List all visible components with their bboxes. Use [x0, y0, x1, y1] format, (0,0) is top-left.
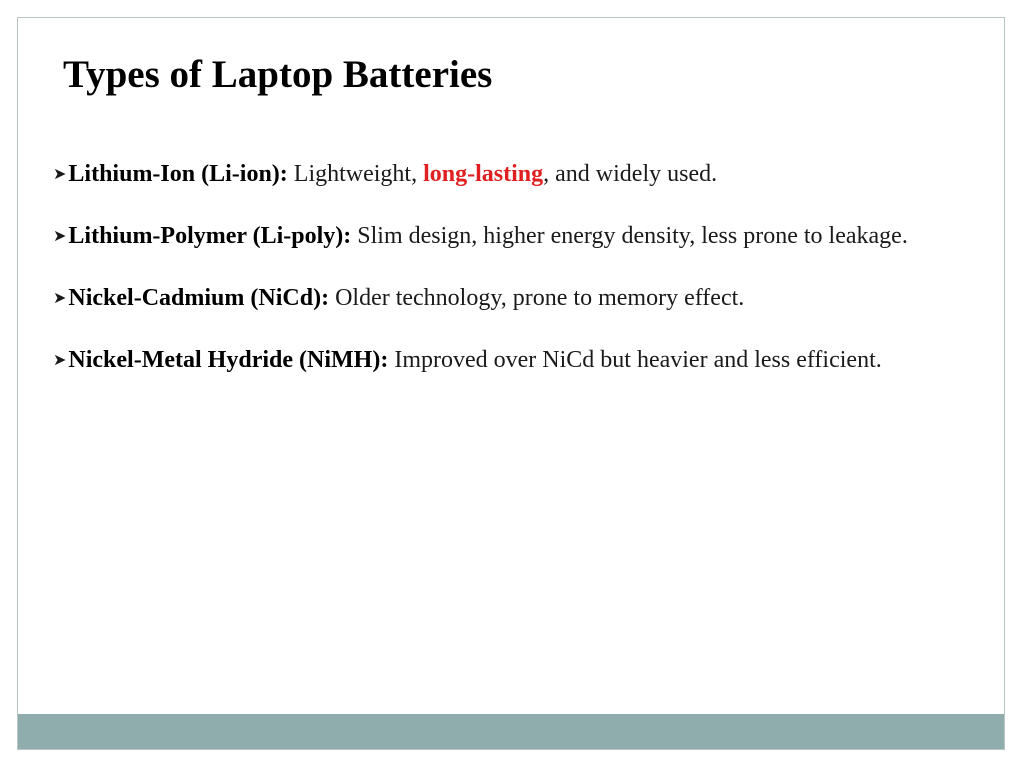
list-item: [53, 283, 968, 313]
footer-band: [18, 714, 1004, 749]
arrow-bullet-icon: ➤: [53, 350, 67, 369]
arrow-bullet-icon: ➤: [53, 288, 67, 307]
slide: [17, 17, 1005, 750]
list-item: [53, 221, 968, 251]
arrow-bullet-icon: ➤: [53, 226, 67, 245]
bullet-term: Lithium-Polymer (Li-poly):: [68, 223, 352, 249]
slide-title: Types of Laptop Batteries: [63, 53, 493, 96]
bullet-text: Slim design, higher energy density, less prone to leakage.: [351, 223, 908, 249]
bullet-text: Older technology, prone to memory effect.: [329, 285, 745, 311]
bullet-term: Nickel-Metal Hydride (NiMH):: [68, 347, 389, 373]
bullet-list: [53, 159, 968, 407]
highlight-text: long-lasting: [423, 161, 544, 187]
list-item: [53, 345, 968, 375]
bullet-term: Nickel-Cadmium (NiCd):: [68, 285, 330, 311]
arrow-bullet-icon: ➤: [53, 164, 67, 183]
bullet-text: Lightweight,: [287, 161, 424, 187]
bullet-text: Improved over NiCd but heavier and less efficient.: [388, 347, 882, 373]
bullet-term: Lithium-Ion (Li-ion):: [68, 161, 288, 187]
bullet-text: , and widely used.: [543, 161, 718, 187]
list-item: [53, 159, 968, 189]
